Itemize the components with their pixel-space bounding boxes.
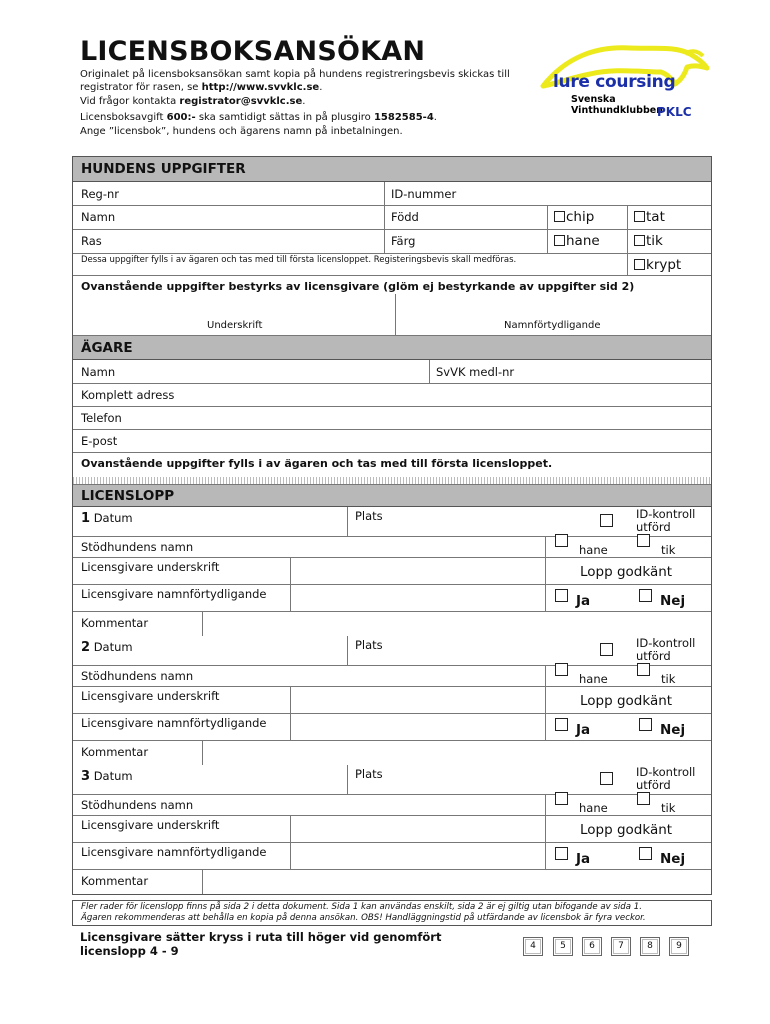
race-date-field[interactable]: 2 Datum [81, 640, 133, 655]
svvk-member-field[interactable]: SvVK medl-nr [436, 365, 515, 379]
intro-line-1: Originalet på licensboksansökan samt kopia på hundens registreringsbevis skickas till [80, 69, 510, 80]
id-check-label: ID-kontroll utförd [636, 507, 696, 534]
owner-row-phone [73, 407, 711, 430]
krypt-checkbox[interactable]: krypt [634, 257, 681, 273]
race-log-box-6[interactable]: 6 [582, 937, 602, 956]
owner-row-email [73, 430, 711, 453]
tik-checkbox[interactable] [637, 534, 650, 547]
licensor-sign-row [73, 558, 711, 585]
tik-checkbox[interactable] [637, 792, 650, 805]
logo-main-text: lure coursing [553, 72, 676, 92]
breed-field[interactable]: Ras [81, 234, 102, 248]
race-approved-label: Lopp godkänt [580, 822, 673, 838]
support-dog-field[interactable]: Stödhundens namn [81, 669, 194, 683]
race-date-row [73, 765, 711, 795]
licensor-name-field[interactable]: Licensgivare namnförtydligande [81, 716, 267, 730]
section-races-header: LICENSLOPP [73, 485, 711, 507]
licensor-signature-field[interactable]: Licensgivare underskrift [81, 818, 220, 832]
race-place-field[interactable]: Plats [355, 767, 383, 781]
dog-row-namn [73, 206, 711, 230]
licensor-name-row: Licensgivare namnförtydligande Ja Nej [73, 714, 711, 741]
support-dog-row: Stödhundens namn hane tik [73, 666, 711, 687]
comment-field[interactable]: Kommentar [81, 745, 149, 759]
race-approved-label: Lopp godkänt [580, 693, 673, 709]
licensor-sign-row [73, 687, 711, 714]
phone-field[interactable]: Telefon [81, 411, 122, 425]
support-dog-row: Stödhundens namn hane tik [73, 795, 711, 816]
verify-instruction: Ovanstående uppgifter bestyrks av licensgivare (glöm ej bestyrkande av uppgifter sid 2) [81, 280, 635, 293]
licensor-name-row: Licensgivare namnförtydligande Ja Nej [73, 585, 711, 612]
race-log-box-4[interactable]: 4 [523, 937, 543, 956]
hane-checkbox[interactable] [555, 534, 568, 547]
owner-note: Ovanstående uppgifter fylls i av ägaren och tas med till första licensloppet. [81, 457, 553, 470]
address-field[interactable]: Komplett adress [81, 388, 175, 402]
id-check-checkbox[interactable] [600, 514, 613, 527]
tik-checkbox[interactable] [637, 663, 650, 676]
id-check-label: ID-kontroll utförd [636, 636, 696, 663]
race-log-box-5[interactable]: 5 [553, 937, 573, 956]
page-title: LICENSBOKSANSÖKAN [80, 36, 426, 67]
support-dog-field[interactable]: Stödhundens namn [81, 540, 194, 554]
hane-checkbox[interactable] [555, 663, 568, 676]
licensor-sign-row [73, 816, 711, 843]
intro-line-3: Vid frågor kontakta registrator@svvklc.se. [80, 96, 306, 107]
licensor-signature-field[interactable]: Licensgivare underskrift [81, 560, 220, 574]
intro-line-4: Licensboksavgift 600:- ska samtidigt sättas in på plusgiro 1582585-4. [80, 112, 437, 123]
approved-yes-checkbox[interactable] [555, 589, 568, 602]
id-check-checkbox[interactable] [600, 772, 613, 785]
comment-row [73, 612, 711, 636]
owner-row-namn [73, 360, 711, 384]
regnr-field[interactable]: Reg-nr [81, 187, 120, 201]
dog-row-regnr [73, 182, 711, 206]
race-place-field[interactable]: Plats [355, 509, 383, 523]
approved-no-checkbox[interactable] [639, 847, 652, 860]
approved-yes-checkbox[interactable] [555, 847, 568, 860]
hane-checkbox[interactable]: hane [554, 233, 600, 249]
comment-field[interactable]: Kommentar [81, 616, 149, 630]
licensor-name-field[interactable]: Licensgivare namnförtydligande [81, 845, 267, 859]
email-field[interactable]: E-post [81, 434, 118, 448]
support-dog-field[interactable]: Stödhundens namn [81, 798, 194, 812]
contact-email-link[interactable]: registrator@svvklc.se [179, 96, 303, 107]
color-field[interactable]: Färg [391, 234, 416, 248]
race-place-field[interactable]: Plats [355, 638, 383, 652]
hane-checkbox[interactable] [555, 792, 568, 805]
tat-checkbox[interactable]: tat [634, 209, 665, 225]
race-date-field[interactable]: 3 Datum [81, 769, 133, 784]
dog-verify-block [73, 276, 711, 336]
approved-no-checkbox[interactable] [639, 589, 652, 602]
owner-name-field[interactable]: Namn [81, 365, 116, 379]
comment-row [73, 741, 711, 765]
comment-field[interactable]: Kommentar [81, 874, 149, 888]
footnote-line-2: Ägaren rekommenderas att behålla en kopia på denna ansökan. OBS! Handläggningstid på utfärdande av licensbok är fyra veckor. [81, 913, 646, 923]
footnote-line-1: Fler rader för licenslopp finns på sida 2 i detta dokument. Sida 1 kan användas enskilt, sida 2 är ej giltig utan bifogande av sida 1. [81, 902, 642, 912]
birth-date-field[interactable]: Född [391, 210, 419, 224]
idnr-field[interactable]: ID-nummer [391, 187, 457, 201]
owner-row-address [73, 384, 711, 407]
race-log-instruction: Licensgivare sätter kryss i ruta till höger vid genomfört licenslopp 4 - 9 [80, 930, 442, 958]
dog-row-note [73, 254, 711, 276]
id-check-label: ID-kontroll utförd [636, 765, 696, 792]
intro-line-5: Ange ”licensbok”, hundens och ägarens namn på inbetalningen. [80, 126, 403, 137]
race-block-1 [73, 507, 711, 636]
approved-no-checkbox[interactable] [639, 718, 652, 731]
name-clarification-field[interactable]: Namnförtydligande [504, 320, 601, 331]
race-date-field[interactable]: 1 Datum [81, 511, 133, 526]
race-block-2 [73, 636, 711, 765]
tik-checkbox[interactable]: tik [634, 233, 663, 249]
logo-abbr-text: PKLC [657, 105, 692, 119]
intro-line-2: registrator för rasen, se http://www.svvklc.se. [80, 82, 323, 93]
signature-field[interactable]: Underskrift [207, 320, 263, 331]
section-owner-header: ÄGARE [73, 336, 711, 360]
approved-yes-checkbox[interactable] [555, 718, 568, 731]
support-dog-row: Stödhundens namn hane tik [73, 537, 711, 558]
id-check-checkbox[interactable] [600, 643, 613, 656]
dog-row-ras [73, 230, 711, 254]
race-approved-label: Lopp godkänt [580, 564, 673, 580]
footnote [72, 900, 712, 926]
club-logo [535, 38, 710, 128]
application-form [72, 156, 712, 895]
race-block-3 [73, 765, 711, 894]
dog-name-field[interactable]: Namn [81, 210, 116, 224]
website-link[interactable]: http://www.svvklc.se [201, 82, 320, 93]
licensor-name-row: Licensgivare namnförtydligande Ja Nej [73, 843, 711, 870]
race-log-box-8[interactable]: 8 [640, 937, 660, 956]
race-date-row [73, 507, 711, 537]
chip-checkbox[interactable]: chip [554, 209, 594, 225]
dog-info-note: Dessa uppgifter fylls i av ägaren och tas med till första licensloppet. Registeringsbevis skall medföras. [81, 255, 517, 265]
race-log-box-7[interactable]: 7 [611, 937, 631, 956]
section-dog-header: HUNDENS UPPGIFTER [73, 157, 711, 182]
logo-sub-text: Svenska Vinthundklubben [571, 94, 663, 116]
comment-row [73, 870, 711, 894]
licensor-signature-field[interactable]: Licensgivare underskrift [81, 689, 220, 703]
race-log-box-9[interactable]: 9 [669, 937, 689, 956]
race-date-row [73, 636, 711, 666]
licensor-name-field[interactable]: Licensgivare namnförtydligande [81, 587, 267, 601]
